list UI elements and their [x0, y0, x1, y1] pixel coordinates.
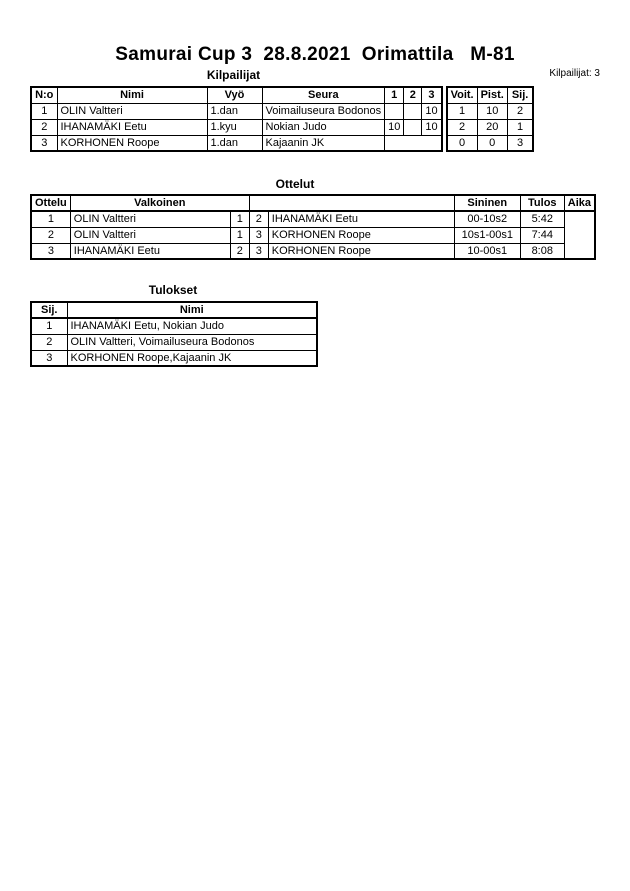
cell-ottelu: 2	[31, 227, 70, 243]
kilpailijat-table-group	[30, 86, 534, 152]
result-row	[31, 318, 317, 334]
cell-vyo: 1.dan	[207, 103, 262, 119]
col-header-seura: Seura	[262, 87, 385, 103]
competitor-row	[31, 119, 442, 135]
competitors-count: Kilpailijat: 3	[549, 68, 600, 79]
col-header-2: 2	[404, 87, 422, 103]
cell-score-1	[385, 103, 404, 119]
col-header-sij: Sij.	[507, 87, 533, 103]
cell-sij: 2	[507, 103, 533, 119]
col-header-nimi: Nimi	[57, 87, 207, 103]
cell-valkoinen: OLIN Valtteri	[70, 227, 230, 243]
cell-aika: 8:08	[520, 243, 564, 259]
tulokset-table	[30, 301, 318, 367]
competitor-row	[31, 135, 442, 151]
cell-valkoinen: IHANAMÄKI Eetu	[70, 243, 230, 259]
cell-sininen-no: 3	[249, 243, 268, 259]
cell-valkoinen-no: 1	[230, 211, 249, 227]
col-header-ottelu: Ottelu	[31, 195, 70, 211]
match-row	[31, 243, 595, 259]
cell-vyo: 1.kyu	[207, 119, 262, 135]
cell-ottelu: 1	[31, 211, 70, 227]
cell-sij: 1	[31, 318, 67, 334]
cell-no: 2	[31, 119, 57, 135]
cell-voit: 1	[447, 103, 478, 119]
cell-sininen: KORHONEN Roope	[268, 243, 454, 259]
col-header-vyo: Vyö	[207, 87, 262, 103]
col-header-sininen: Sininen	[454, 195, 520, 211]
result-row	[31, 334, 317, 350]
cell-tulos: 00-10s2	[454, 211, 520, 227]
cell-voit: 0	[447, 135, 478, 151]
cell-score-3: 10	[422, 119, 442, 135]
cell-sininen: KORHONEN Roope	[268, 227, 454, 243]
cell-valkoinen-no: 2	[230, 243, 249, 259]
col-header-sininen-no	[249, 195, 454, 211]
cell-valkoinen-no: 1	[230, 227, 249, 243]
competitor-row	[31, 103, 442, 119]
cell-nimi: OLIN Valtteri, Voimailuseura Bodonos	[67, 334, 317, 350]
stats-row	[447, 103, 534, 119]
cell-voit: 2	[447, 119, 478, 135]
stats-row	[447, 135, 534, 151]
col-header-3: 3	[422, 87, 442, 103]
cell-pist: 10	[477, 103, 507, 119]
tulokset-heading: Tulokset	[148, 283, 198, 297]
ottelut-header-row	[31, 195, 595, 211]
cell-no: 3	[31, 135, 57, 151]
match-row	[31, 211, 595, 227]
col-header-valkoinen: Valkoinen	[70, 195, 249, 211]
cell-nimi: KORHONEN Roope	[57, 135, 207, 151]
cell-seura: Nokian Judo	[262, 119, 385, 135]
cell-score-2	[404, 119, 422, 135]
cell-nimi: IHANAMÄKI Eetu, Nokian Judo	[67, 318, 317, 334]
stats-header-row	[447, 87, 534, 103]
cell-sininen-no: 2	[249, 211, 268, 227]
cell-valkoinen: OLIN Valtteri	[70, 211, 230, 227]
cell-seura: Kajaanin JK	[262, 135, 385, 151]
cell-score-2	[404, 103, 422, 119]
cell-aika: 7:44	[520, 227, 564, 243]
cell-scores-empty	[385, 135, 442, 151]
cell-score-3: 10	[422, 103, 442, 119]
col-header-aika: Aika	[564, 195, 595, 211]
kilpailijat-table	[30, 86, 443, 152]
col-header-nimi: Nimi	[67, 302, 317, 318]
col-header-no: N:o	[31, 87, 57, 103]
cell-sij: 1	[507, 119, 533, 135]
ottelut-table	[30, 194, 596, 260]
tulokset-header-row	[31, 302, 317, 318]
cell-nimi: IHANAMÄKI Eetu	[57, 119, 207, 135]
kilpailijat-stats-table	[446, 86, 535, 152]
col-header-sij: Sij.	[31, 302, 67, 318]
cell-aika: 5:42	[520, 211, 564, 227]
cell-sininen: IHANAMÄKI Eetu	[268, 211, 454, 227]
result-row	[31, 350, 317, 366]
kilpailijat-header-row	[31, 87, 442, 103]
ottelut-heading: Ottelut	[275, 177, 315, 191]
cell-sininen-no: 3	[249, 227, 268, 243]
cell-nimi: KORHONEN Roope,Kajaanin JK	[67, 350, 317, 366]
cell-vyo: 1.dan	[207, 135, 262, 151]
cell-seura: Voimailuseura Bodonos	[262, 103, 385, 119]
col-header-pist: Pist.	[477, 87, 507, 103]
match-row	[31, 227, 595, 243]
cell-tulos: 10-00s1	[454, 243, 520, 259]
stats-row	[447, 119, 534, 135]
cell-tulos: 10s1-00s1	[454, 227, 520, 243]
cell-nimi: OLIN Valtteri	[57, 103, 207, 119]
col-header-tulos: Tulos	[520, 195, 564, 211]
cell-pist: 0	[477, 135, 507, 151]
cell-score-1: 10	[385, 119, 404, 135]
page-title: Samurai Cup 3 28.8.2021 Orimattila M-81	[115, 44, 515, 65]
col-header-voit: Voit.	[447, 87, 478, 103]
cell-sij: 3	[31, 350, 67, 366]
col-header-1: 1	[385, 87, 404, 103]
cell-no: 1	[31, 103, 57, 119]
cell-ottelu: 3	[31, 243, 70, 259]
cell-sij: 2	[31, 334, 67, 350]
kilpailijat-heading: Kilpailijat	[206, 68, 261, 82]
cell-sij: 3	[507, 135, 533, 151]
cell-pist: 20	[477, 119, 507, 135]
